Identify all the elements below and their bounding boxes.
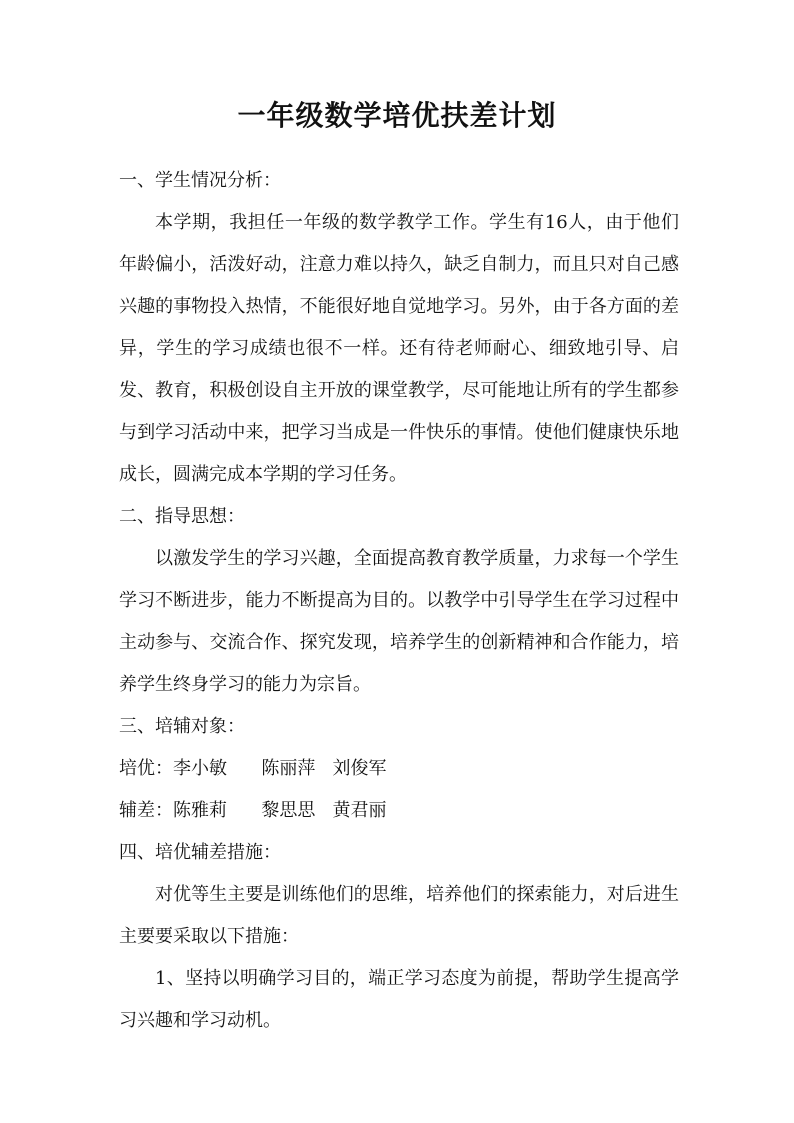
- section-heading-guiding-thought: 二、指导思想：: [119, 506, 245, 527]
- document-body: [119, 160, 679, 1042]
- guiding-thought-paragraph: 以激发学生的学习兴趣，全面提高教育教学质量，力求每一个学生学习不断进步，能力不断提高为目的。以教学中引导学生在学习过程中主动参与、交流合作、探究发现，培养学生的创新精神和合作能力，培养学生终身学习的能力为宗旨。: [119, 548, 679, 695]
- peiyou-students-line: 培优：李小敏 陈丽萍 刘俊军: [119, 758, 387, 779]
- section-heading-student-analysis: 一、学生情况分析：: [119, 170, 281, 191]
- fucha-students-line: 辅差：陈雅莉 黎思思 黄君丽: [119, 800, 387, 821]
- measures-intro-paragraph: 对优等生主要是训练他们的思维，培养他们的探索能力，对后进生主要要采取以下措施：: [119, 884, 679, 947]
- section-heading-tutoring-targets: 三、培辅对象：: [119, 716, 245, 737]
- student-analysis-paragraph: 本学期，我担任一年级的数学教学工作。学生有16人，由于他们年龄偏小，活泼好动，注意力难以持久，缺乏自制力，而且只对自己感兴趣的事物投入热情，不能很好地自觉地学习。另外，由于各方面的差异，学生的学习成绩也很不一样。还有待老师耐心、细致地引导、启发、教育，积极创设自主开放的课堂教学，尽可能地让所有的学生都参与到学习活动中来，把学习当成是一件快乐的事情。使他们健康快乐地成长，圆满完成本学期的学习任务。: [119, 212, 679, 485]
- document-title: 一年级数学培优扶差计划: [237, 99, 557, 132]
- section-heading-measures: 四、培优辅差措施：: [119, 842, 281, 863]
- measure-item-1: 1、坚持以明确学习目的，端正学习态度为前提，帮助学生提高学习兴趣和学习动机。: [119, 968, 679, 1031]
